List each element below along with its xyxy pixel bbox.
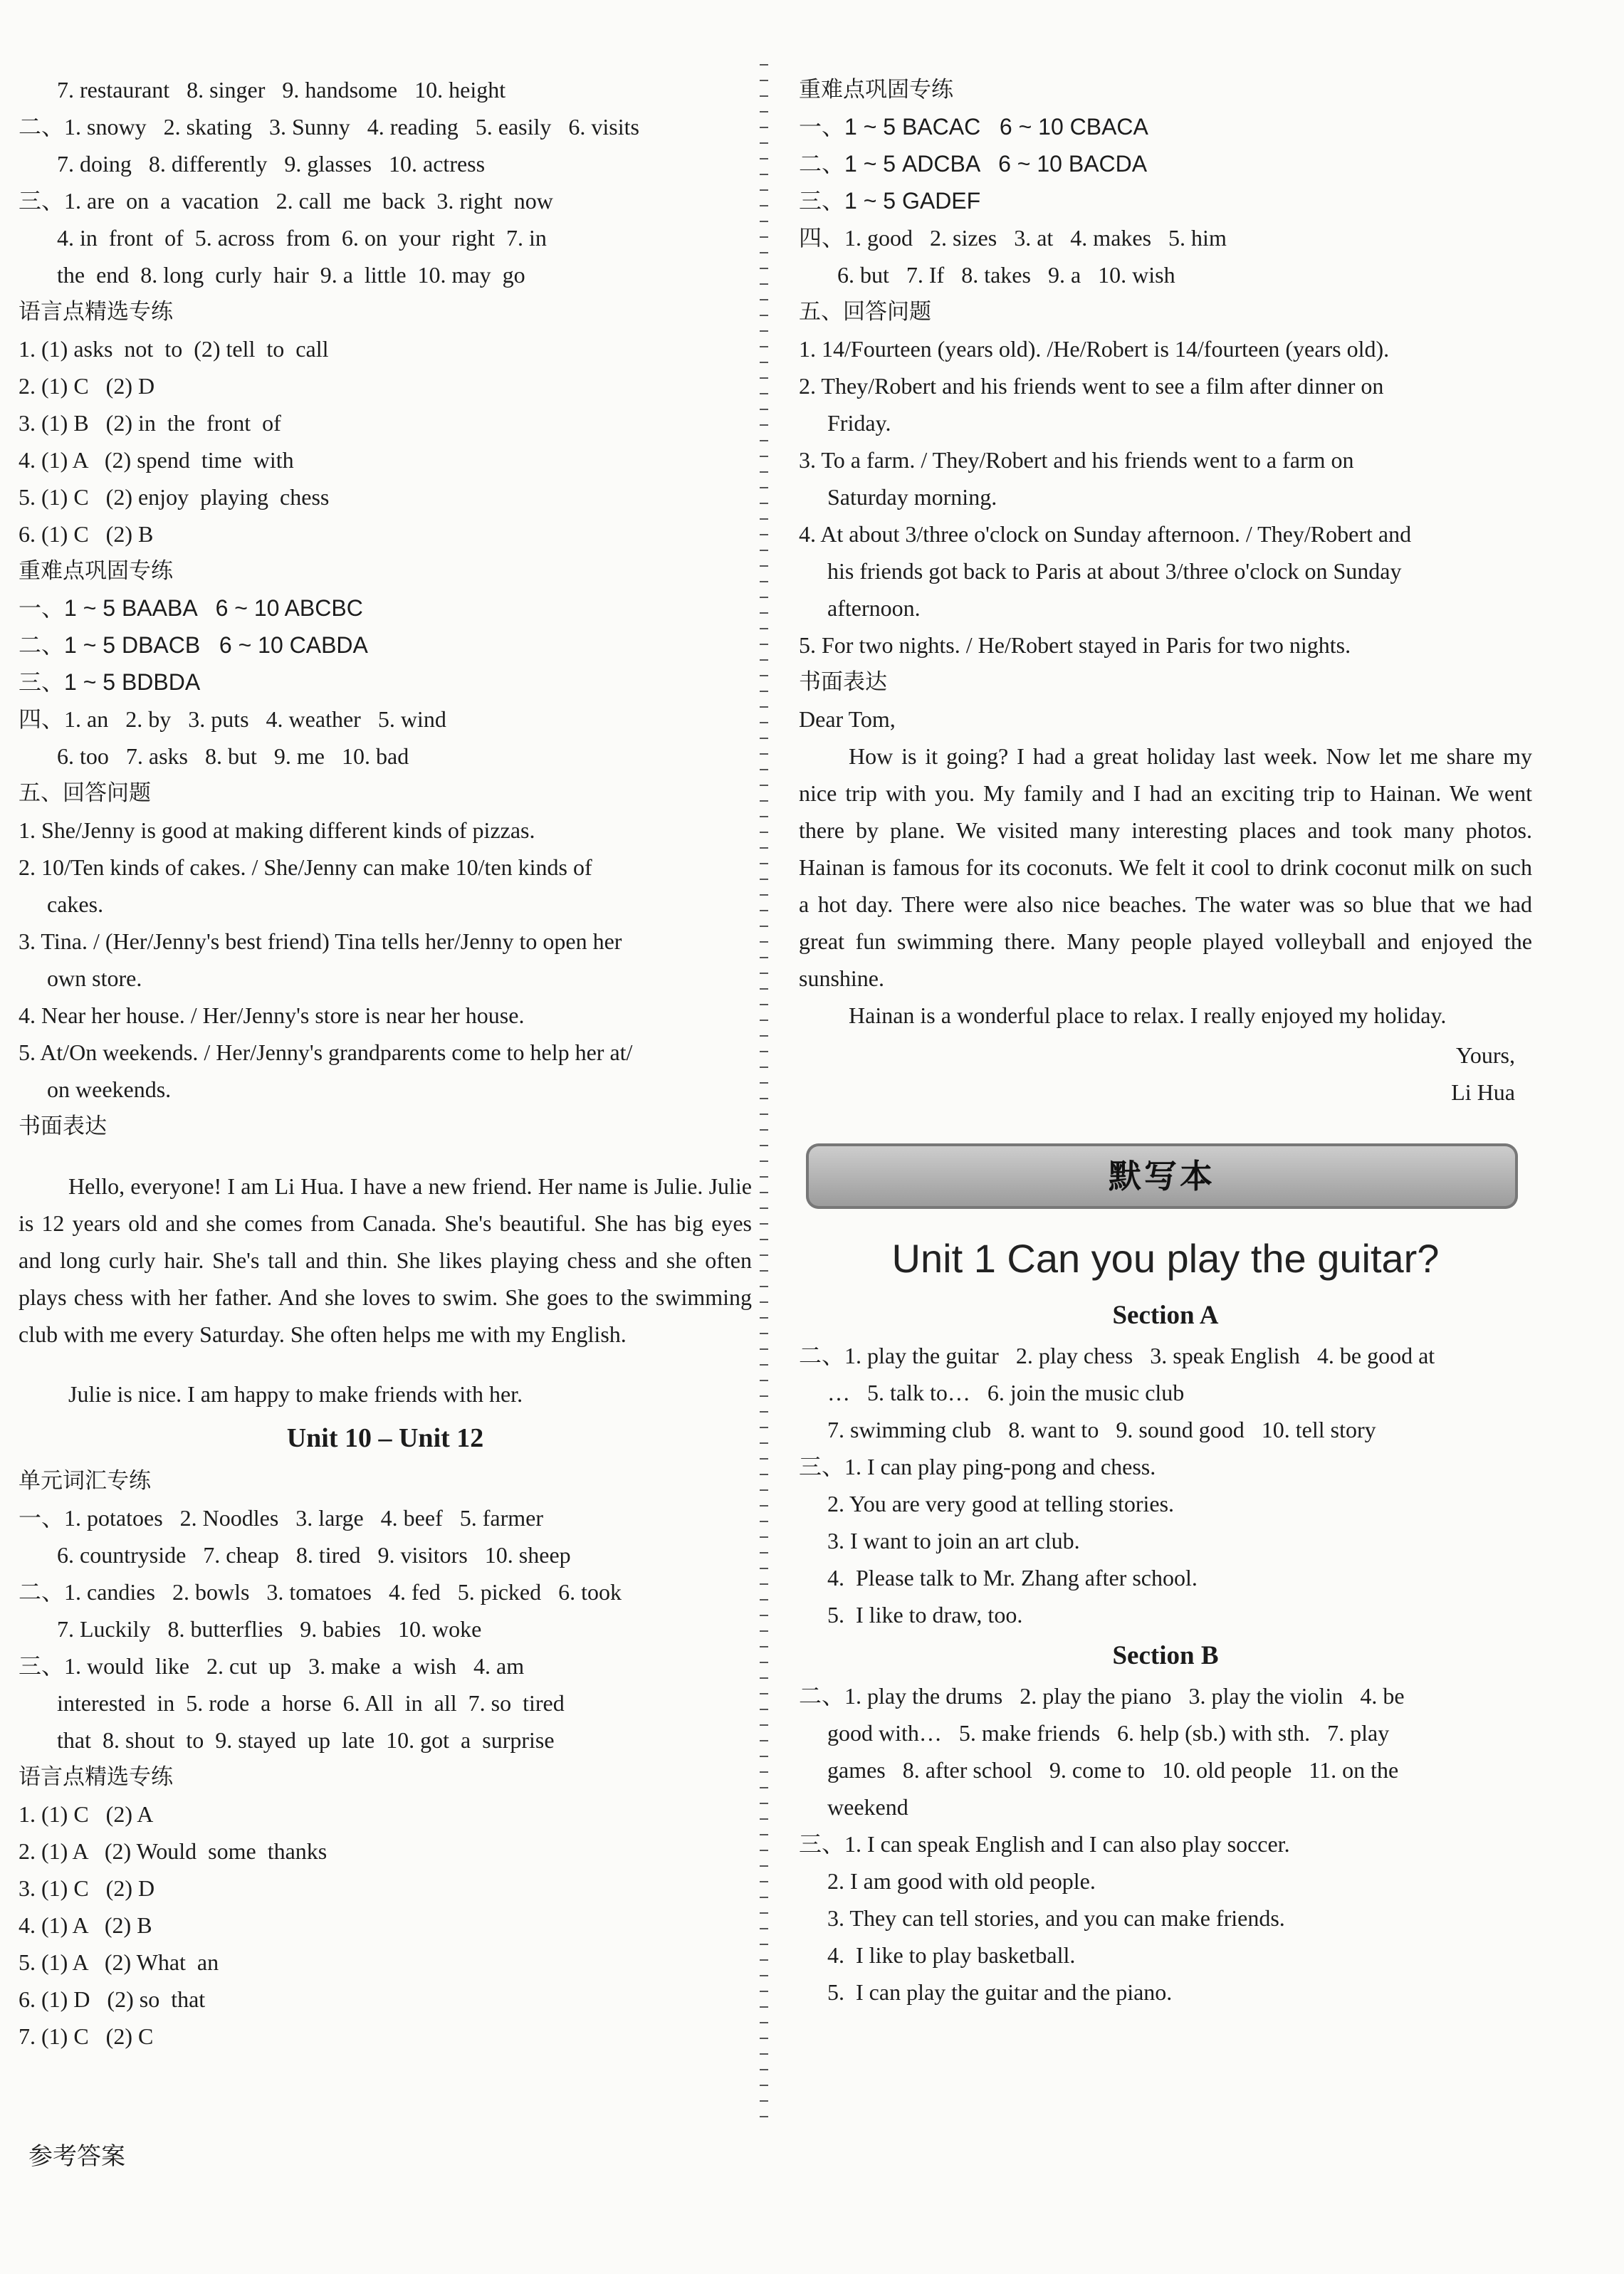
section-heading: 重难点巩固专练 — [19, 558, 173, 584]
answer-line: 二、1. play the drums 2. play the piano 3. play the violin 4. be — [799, 1683, 1405, 1709]
section-b-title: Section B — [1112, 1641, 1219, 1670]
answer-line: 7. swimming club 8. want to 9. sound good 10. tell story — [827, 1417, 1376, 1442]
answer-key-line: 二、1 ~ 5 ADCBA 6 ~ 10 BACDA — [799, 151, 1148, 177]
answer-line: 1. (1) asks not to (2) tell to call — [19, 336, 329, 362]
answer-line: his friends got back to Paris at about 3/three o'clock on Sunday — [827, 558, 1402, 584]
answer-line: weekend — [827, 1794, 908, 1820]
answer-line: 三、1. are on a vacation 2. call me back 3. right now — [19, 188, 553, 214]
answer-line: 3. (1) B (2) in the front of — [19, 410, 281, 436]
answer-line: 4. Please talk to Mr. Zhang after school. — [827, 1565, 1198, 1591]
answer-line: 5. I like to draw, too. — [827, 1602, 1023, 1628]
answer-line: 2. 10/Ten kinds of cakes. / She/Jenny can make 10/ten kinds of — [19, 854, 592, 880]
answer-line: 一、1. potatoes 2. Noodles 3. large 4. beef 5. farmer — [19, 1505, 544, 1531]
answer-line: 7. Luckily 8. butterflies 9. babies 10. woke — [57, 1616, 482, 1642]
answer-line: afternoon. — [827, 595, 921, 621]
answer-line: 三、1. I can play ping-pong and chess. — [799, 1454, 1156, 1479]
answer-line: 二、1. play the guitar 2. play chess 3. speak English 4. be good at — [799, 1343, 1435, 1368]
answer-line: that 8. shout to 9. stayed up late 10. got a surprise — [57, 1727, 555, 1753]
section-heading: 五、回答问题 — [19, 780, 151, 806]
section-heading: 语言点精选专练 — [19, 1764, 173, 1790]
answer-line: 1. (1) C (2) A — [19, 1801, 154, 1827]
section-heading: 五、回答问题 — [799, 299, 931, 325]
section-a-title: Section A — [1112, 1301, 1219, 1330]
answer-key-line: 三、1 ~ 5 BDBDA — [19, 669, 201, 695]
section-heading: 书面表达 — [799, 669, 887, 695]
section-heading: 语言点精选专练 — [19, 299, 173, 325]
answer-line: on weekends. — [47, 1076, 172, 1102]
essay-paragraph: Julie is nice. I am happy to make friends with her. — [68, 1381, 523, 1407]
answer-line: 6. (1) C (2) B — [19, 521, 154, 547]
answer-line: 四、1. an 2. by 3. puts 4. weather 5. wind — [19, 706, 446, 732]
answer-line: 2. I am good with old people. — [827, 1868, 1096, 1894]
answer-line: 三、1. I can speak English and I can also play soccer. — [799, 1831, 1290, 1857]
answer-line: 4. At about 3/three o'clock on Sunday afternoon. / They/Robert and — [799, 521, 1412, 547]
answer-line: 4. I like to play basketball. — [827, 1942, 1076, 1968]
answer-line: 二、1. snowy 2. skating 3. Sunny 4. reading 5. easily 6. visits — [19, 114, 639, 140]
right-column — [799, 71, 1532, 2011]
page-footer: 参考答案 — [28, 2142, 125, 2171]
answer-key-line: 三、1 ~ 5 GADEF — [799, 188, 981, 214]
answer-line: 1. 14/Fourteen (years old). /He/Robert is 14/fourteen (years old). — [799, 336, 1390, 362]
answer-line: 3. Tina. / (Her/Jenny's best friend) Tina tells her/Jenny to open her — [19, 928, 622, 954]
answer-line: Saturday morning. — [827, 484, 997, 510]
answer-line: own store. — [47, 965, 142, 991]
unit-title: Unit 10 – Unit 12 — [286, 1423, 484, 1453]
answer-line: 4. (1) A (2) spend time with — [19, 447, 294, 473]
answer-line: 5. For two nights. / He/Robert stayed in Paris for two nights. — [799, 632, 1351, 658]
answer-line: 7. doing 8. differently 9. glasses 10. actress — [57, 151, 486, 177]
answer-line: 二、1. candies 2. bowls 3. tomatoes 4. fed 5. picked 6. took — [19, 1579, 622, 1605]
letter-signature: Li Hua — [1451, 1079, 1515, 1105]
answer-line: 四、1. good 2. sizes 3. at 4. makes 5. him — [799, 225, 1227, 251]
answer-line: 3. They can tell stories, and you can make friends. — [827, 1905, 1285, 1931]
answer-line: games 8. after school 9. come to 10. old people 11. on the — [827, 1757, 1399, 1783]
section-heading: 书面表达 — [19, 1114, 107, 1139]
letter-closing: Yours, — [1455, 1042, 1515, 1068]
answer-line: 2. (1) A (2) Would some thanks — [19, 1838, 328, 1864]
essay-paragraph: How is it going? I had a great holiday last week. Now let me share my nice trip with you. My family and I had an exciting trip to Hainan. We went there by plane. We visited many interesting places and took many photos. Hainan is famous for its coconuts. We felt it cool to drink coconut milk on such a hot day. There were also nice beaches. The water was so blue that we had great fun swimming there. Many people played volleyball and enjoyed the sunshine. — [799, 743, 1532, 991]
essay-paragraph: Hello, everyone! I am Li Hua. I have a new friend. Her name is Julie. Julie is 12 years old and she comes from Canada. She's beautiful. She has big eyes and long curly hair. She's tall and thin. She likes playing chess and she often plays chess with her father. And she loves to swim. She goes to the swimming club with me every Saturday. She often helps me with my English. — [19, 1173, 752, 1347]
answer-line: 6. countryside 7. cheap 8. tired 9. visitors 10. sheep — [57, 1542, 571, 1568]
answer-line: 4. (1) A (2) B — [19, 1912, 152, 1938]
answer-line: 1. She/Jenny is good at making different kinds of pizzas. — [19, 817, 535, 843]
essay-paragraph: Hainan is a wonderful place to relax. I really enjoyed my holiday. — [849, 1002, 1447, 1028]
answer-key-line: 二、1 ~ 5 DBACB 6 ~ 10 CABDA — [19, 632, 368, 658]
answer-line: 5. (1) A (2) What an — [19, 1949, 219, 1975]
dictation-banner: 默写本 — [806, 1143, 1518, 1209]
letter-greeting: Dear Tom, — [799, 706, 896, 732]
answer-line: 7. (1) C (2) C — [19, 2023, 154, 2049]
answer-line: 5. I can play the guitar and the piano. — [827, 1979, 1173, 2005]
left-column — [19, 71, 752, 2055]
section-heading: 重难点巩固专练 — [799, 77, 953, 103]
answer-line: … 5. talk to… 6. join the music club — [827, 1380, 1185, 1405]
answer-line: 2. You are very good at telling stories. — [827, 1491, 1175, 1516]
column-divider — [760, 57, 768, 2122]
unit-heading: Unit 1 Can you play the guitar? — [891, 1236, 1440, 1281]
answer-line: 6. (1) D (2) so that — [19, 1986, 206, 2012]
answer-line: 3. I want to join an art club. — [827, 1528, 1080, 1553]
answer-line: good with… 5. make friends 6. help (sb.) with sth. 7. play — [827, 1720, 1390, 1746]
answer-line: 6. but 7. If 8. takes 9. a 10. wish — [837, 262, 1175, 288]
answer-line: 6. too 7. asks 8. but 9. me 10. bad — [57, 743, 409, 769]
section-heading: 单元词汇专练 — [19, 1468, 151, 1494]
answer-key-line: 一、1 ~ 5 BAABA 6 ~ 10 ABCBC — [19, 595, 363, 621]
answer-line: 7. restaurant 8. singer 9. handsome 10. height — [57, 77, 506, 103]
answer-line: interested in 5. rode a horse 6. All in all 7. so tired — [57, 1690, 565, 1716]
answer-line: 5. (1) C (2) enjoy playing chess — [19, 484, 330, 510]
answer-line: 3. To a farm. / They/Robert and his friends went to a farm on — [799, 447, 1354, 473]
answer-line: Friday. — [827, 410, 891, 436]
answer-line: 4. Near her house. / Her/Jenny's store is near her house. — [19, 1002, 525, 1028]
answer-line: 3. (1) C (2) D — [19, 1875, 155, 1901]
answer-line: 2. (1) C (2) D — [19, 373, 155, 399]
answer-line: 4. in front of 5. across from 6. on your right 7. in — [57, 225, 547, 251]
answer-line: 2. They/Robert and his friends went to see a film after dinner on — [799, 373, 1384, 399]
answer-key-line: 一、1 ~ 5 BACAC 6 ~ 10 CBACA — [799, 114, 1148, 140]
answer-line: cakes. — [47, 891, 104, 917]
answer-line: 5. At/On weekends. / Her/Jenny's grandparents come to help her at/ — [19, 1039, 633, 1065]
answer-line: 三、1. would like 2. cut up 3. make a wish 4. am — [19, 1653, 525, 1679]
answer-line: the end 8. long curly hair 9. a little 10. may go — [57, 262, 525, 288]
